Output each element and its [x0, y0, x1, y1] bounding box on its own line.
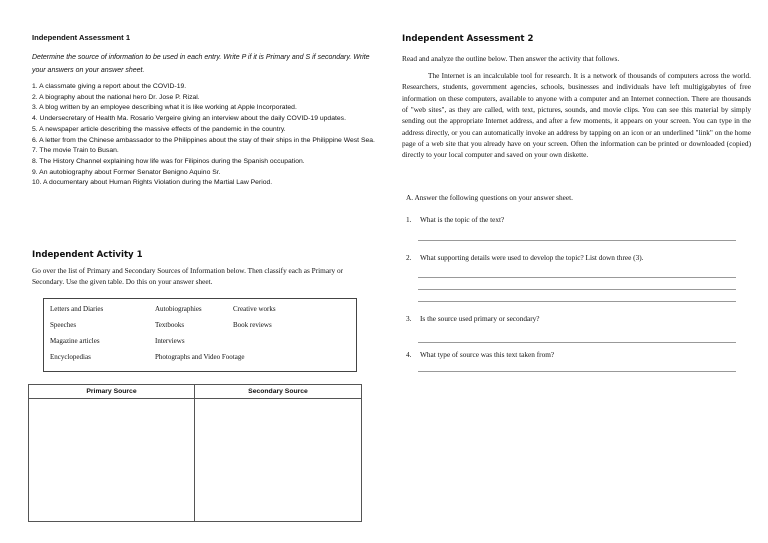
answer-line[interactable]	[418, 277, 736, 278]
source-item: Letters and Diaries	[50, 305, 104, 313]
question-number: 4.	[406, 350, 412, 359]
source-item: Textbooks	[155, 321, 185, 329]
list-item: 9. An autobiography about Former Senator Benigno Aquino Sr.	[32, 168, 221, 176]
assessment-1-title: Independent Assessment 1	[32, 33, 131, 42]
list-item: 10. A documentary about Human Rights Violation during the Martial Law Period.	[32, 179, 273, 187]
classification-table	[28, 384, 362, 522]
source-item: Encyclopedias	[50, 353, 91, 361]
source-item: Interviews	[155, 337, 185, 345]
primary-source-header: Primary Source	[86, 388, 137, 395]
question-text: What supporting details were used to develop the topic? List down three (3).	[420, 253, 644, 262]
sources-box	[43, 298, 357, 372]
list-item: 4. Undersecretary of Health Ma. Rosario Vergeire giving an interview about the daily COVID-19 updates.	[32, 115, 346, 123]
assessment-2-instructions: Read and analyze the outline below. Then answer the activity that follows.	[402, 54, 620, 63]
list-item: 5. A newspaper article describing the massive effects of the pandemic in the country.	[32, 125, 286, 133]
question-text: What type of source was this text taken from?	[420, 350, 555, 359]
reading-passage: The Internet is an incalculable tool for research. It is a network of thousands of computers across the world. Researchers, students, government agencies, schools, businesses and individuals have left multigigabytes of free information on these computers, available to anyone with a computer and an Internet connection. There are thousands of "web sites", as they are called, with text, pictures, sounds, and movie clips. You can see this material by simply sending out the appropriate Internet address, and after a few moments, it appears on your screen. You can type in the address directly, or you can automatically invoke an address by tapping on an icon or an underlined "link" on the home page of a web site that you already have on your screen. Often the information can be printed or downloaded (copied) directly to your local computer and saved on your own diskette.	[402, 71, 751, 160]
question-number: 3.	[406, 314, 412, 323]
list-item: 6. A letter from the Chinese ambassador to the Philippines about the stay of their ships in the Philippine West Sea.	[32, 136, 375, 144]
question-number: 2.	[406, 253, 412, 262]
source-item: Creative works	[233, 305, 276, 313]
question-text: What is the topic of the text?	[420, 215, 505, 224]
secondary-source-header: Secondary Source	[248, 388, 308, 395]
question-4	[406, 350, 746, 359]
list-item: 1. A classmate giving a report about the COVID-19.	[32, 83, 187, 90]
section-a-heading: A. Answer the following questions on your answer sheet.	[406, 193, 573, 202]
list-item: 2. A biography about the national hero Dr. Jose P. Rizal.	[32, 93, 200, 101]
activity-1-instructions: Go over the list of Primary and Secondary Sources of Information below. Then classify each as Primary or Secondary. Use the given table. Do this on your answer sheet.	[32, 266, 344, 286]
assessment-1-instructions: Determine the source of information to be used in each entry. Write P if it is Primary and S if secondary. Write your answers on your answer sheet.	[32, 54, 370, 74]
source-item: Photographs and Video Footage	[155, 353, 245, 361]
list-item: 7. The movie Train to Busan.	[32, 147, 119, 155]
answer-line[interactable]	[418, 342, 736, 343]
list-item: 8. The History Channel explaining how life was for Filipinos during the Spanish occupation.	[32, 157, 305, 165]
assessment-2-title: Independent Assessment 2	[402, 34, 534, 44]
question-1	[406, 215, 746, 224]
table-header-divider	[29, 398, 361, 399]
answer-line[interactable]	[418, 240, 736, 241]
answer-line[interactable]	[418, 301, 736, 302]
question-text: Is the source used primary or secondary?	[420, 314, 540, 323]
source-item: Speeches	[50, 321, 77, 329]
source-item: Book reviews	[233, 321, 272, 329]
source-item: Magazine articles	[50, 337, 100, 345]
question-number: 1.	[406, 215, 412, 224]
answer-line[interactable]	[418, 371, 736, 372]
table-column-divider	[194, 385, 195, 521]
source-item: Autobiographies	[155, 305, 202, 313]
right-page	[384, 0, 768, 543]
assessment-1-items	[32, 82, 377, 189]
answer-line[interactable]	[418, 289, 736, 290]
list-item: 3. A blog written by an employee describing what it is like working at Apple Incorporated.	[32, 104, 297, 112]
question-2	[406, 253, 746, 262]
question-3	[406, 314, 746, 323]
activity-1-title: Independent Activity 1	[32, 250, 143, 260]
